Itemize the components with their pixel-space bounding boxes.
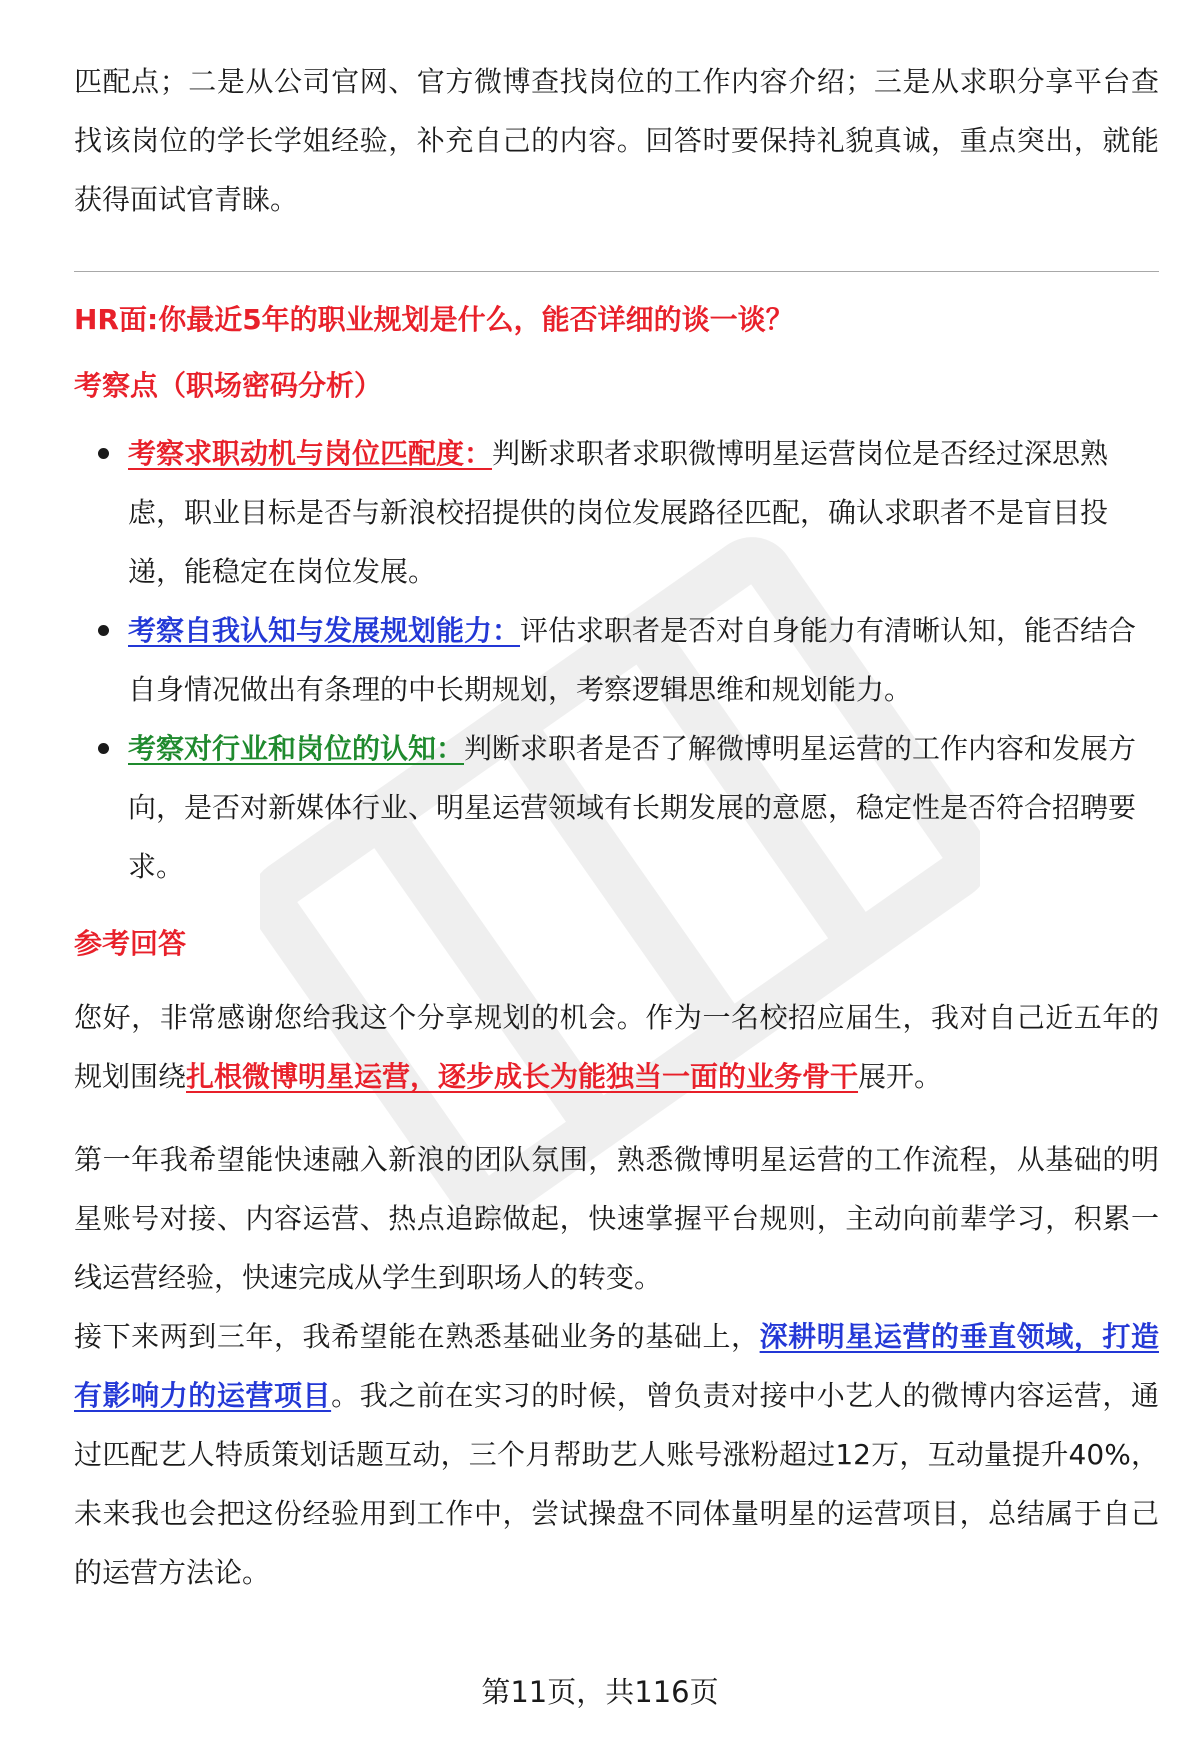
answer-intro (74, 988, 1159, 1106)
document-page (74, 52, 1159, 1602)
answer-next-text: 接下来两到三年，我希望能在熟悉基础业务的基础上， (74, 1320, 760, 1353)
reference-answer-title: 参考回答 (74, 927, 187, 960)
bullet-keyword: 考察自我认知与发展规划能力： (128, 614, 521, 647)
bullet-dot-icon (98, 743, 109, 754)
answer-intro-text: 您好，非常感谢您给我这个分享规划的机会。作为一名校招应届生，我对自己近五年的规划围绕 (74, 1001, 1159, 1093)
page-footer: 第11页，共116页 (481, 1675, 719, 1709)
intro-paragraph: 匹配点；二是从公司官网、官方微博查找岗位的工作内容介绍；三是从求职分享平台查找该岗位的学长学姐经验，补充自己的内容。回答时要保持礼貌真诚，重点突出，就能获得面试官青睐。 (74, 65, 1159, 216)
answer-intro-highlight: 扎根微博明星运营，逐步成长为能独当一面的业务骨干 (186, 1060, 859, 1093)
answer-year-one: 第一年我希望能快速融入新浪的团队氛围，熟悉微博明星运营的工作流程，从基础的明星账号对接、内容运营、热点追踪做起，快速掌握平台规则，主动向前辈学习，积累一线运营经验，快速完成从学生到职场人的转变。 (74, 1143, 1159, 1294)
bullet-text: 判断求职者求职微博明星运营岗位是否经过深思熟虑，职业目标是否与新浪校招提供的岗位发展路径匹配，确认求职者不是盲目投递，能稳定在岗位发展。 (128, 437, 1109, 588)
analysis-item-motivation (74, 424, 1159, 601)
analysis-item-industry (74, 719, 1159, 896)
bullet-text: 评估求职者是否对自身能力有清晰认知，能否结合自身情况做出有条理的中长期规划，考察逻辑思维和规划能力。 (128, 614, 1137, 706)
analysis-list (74, 424, 1159, 896)
answer-next-rest: 。我之前在实习的时候，曾负责对接中小艺人的微博内容运营，通过匹配艺人特质策划话题互动，三个月帮助艺人账号涨粉超过12万，互动量提升40%，未来我也会把这份经验用到工作中，尝试操盘不同体量明星的运营项目，总结属于自己的运营方法论。 (74, 1379, 1159, 1589)
answer-next-highlight: 深耕明星运营的垂直领域，打造有影响力的运营项目 (74, 1320, 1159, 1412)
bullet-keyword: 考察求职动机与岗位匹配度： (128, 437, 493, 470)
section-divider (74, 271, 1159, 272)
analysis-item-self-awareness (74, 601, 1159, 719)
bullet-keyword: 考察对行业和岗位的认知： (128, 732, 465, 765)
answer-intro-end: 展开。 (858, 1060, 943, 1093)
bullet-dot-icon (98, 625, 109, 636)
answer-next-years (74, 1307, 1159, 1602)
bullet-text: 判断求职者是否了解微博明星运营的工作内容和发展方向，是否对新媒体行业、明星运营领域有长期发展的意愿，稳定性是否符合招聘要求。 (128, 732, 1137, 883)
bullet-dot-icon (98, 448, 109, 459)
interview-question: HR面:你最近5年的职业规划是什么，能否详细的谈一谈？ (74, 303, 794, 336)
analysis-title: 考察点（职场密码分析） (74, 369, 383, 402)
